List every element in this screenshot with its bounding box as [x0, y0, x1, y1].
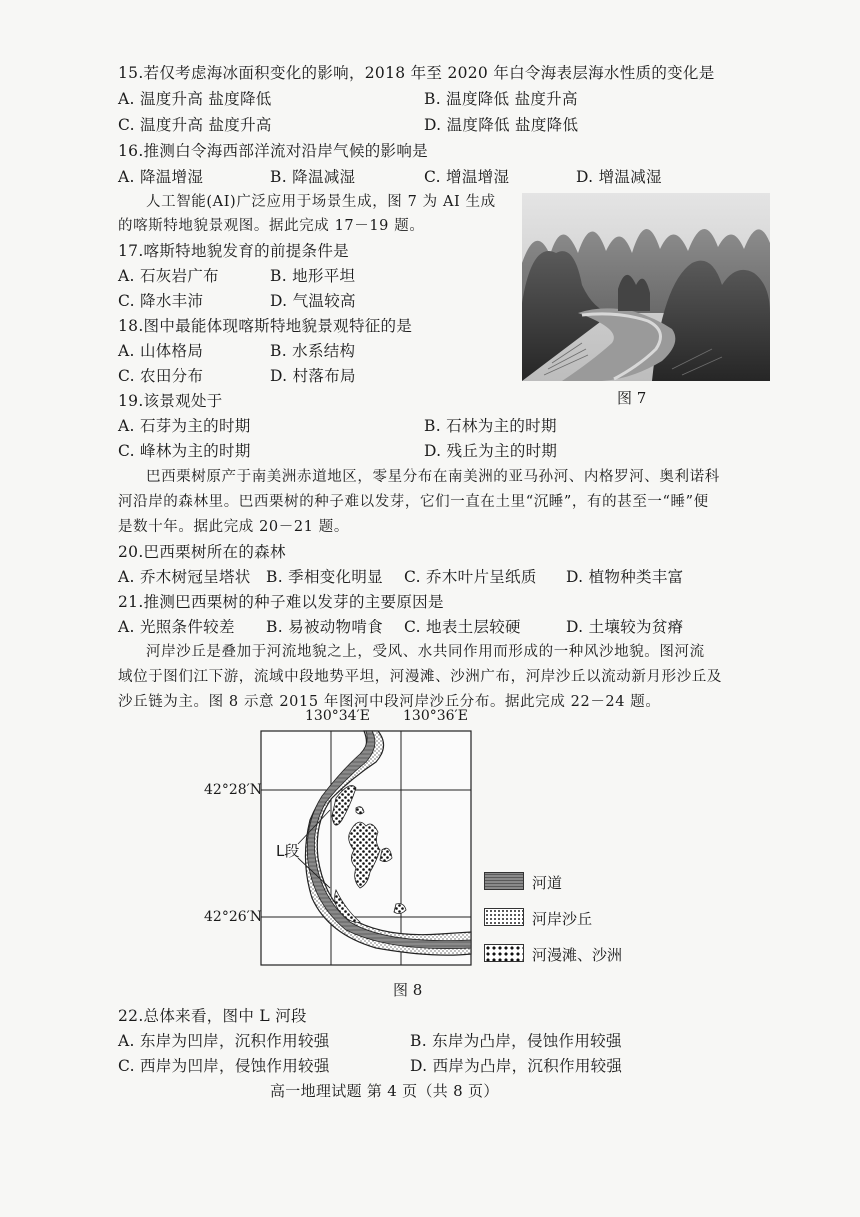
q19-option-c: C. 峰林为主的时期	[118, 442, 251, 460]
q17-option-c: C. 降水丰沛	[118, 292, 204, 310]
q16-option-a: A. 降温增湿	[118, 168, 204, 186]
intro20-line2: 河沿岸的森林里。巴西栗树的种子难以发芽，它们一直在土里“沉睡”，有的甚至一“睡”便	[118, 494, 709, 510]
q18-option-c: C. 农田分布	[118, 367, 204, 385]
q16-option-b: B. 降温减湿	[270, 168, 356, 186]
q19-stem: 19.该景观处于	[118, 392, 223, 410]
legend-floodplain-swatch	[484, 944, 524, 962]
q22-option-a: A. 东岸为凹岸，沉积作用较强	[118, 1032, 330, 1050]
q18-option-a: A. 山体格局	[118, 342, 204, 360]
q18-stem: 18.图中最能体现喀斯特地貌景观特征的是	[118, 317, 413, 335]
q22-option-c: C. 西岸为凹岸，侵蚀作用较强	[118, 1057, 330, 1075]
q16-option-d: D. 增温减湿	[576, 168, 662, 186]
q15-option-d: D. 温度降低 盐度降低	[424, 116, 579, 134]
q21-option-b: B. 易被动物啃食	[266, 618, 383, 636]
legend-dune-swatch	[484, 908, 524, 926]
legend-channel-swatch	[484, 872, 524, 890]
lat-label-2: 42°26′N	[204, 909, 263, 925]
q17-option-b: B. 地形平坦	[270, 267, 356, 285]
page-footer: 高一地理试题 第 4 页（共 8 页）	[270, 1082, 499, 1100]
q17-stem: 17.喀斯特地貌发育的前提条件是	[118, 242, 349, 260]
q20-option-b: B. 季相变化明显	[266, 568, 383, 586]
q22-option-b: B. 东岸为凸岸，侵蚀作用较强	[410, 1032, 622, 1050]
q19-option-a: A. 石芽为主的时期	[118, 417, 251, 435]
q18-option-d: D. 村落布局	[270, 367, 356, 385]
legend-dune-label: 河岸沙丘	[532, 910, 593, 928]
intro17-line2: 的喀斯特地貌景观图。据此完成 17－19 题。	[118, 218, 425, 234]
q15-stem: 15.若仅考虑海冰面积变化的影响，2018 年至 2020 年白令海表层海水性质的变化是	[118, 64, 715, 82]
q20-stem: 20.巴西栗树所在的森林	[118, 543, 286, 561]
q19-option-d: D. 残丘为主的时期	[424, 442, 558, 460]
fig7-caption: 图 7	[617, 389, 647, 407]
legend-floodplain-label: 河漫滩、沙洲	[532, 946, 623, 964]
intro22-line2: 域位于图们江下游，流域中段地势平坦，河漫滩、沙洲广布，河岸沙丘以流动新月形沙丘及	[118, 669, 722, 685]
q19-option-b: B. 石林为主的时期	[424, 417, 557, 435]
q22-option-d: D. 西岸为凸岸，沉积作用较强	[410, 1057, 623, 1075]
lon-label-1: 130°34′E	[305, 708, 370, 724]
lat-label-1: 42°28′N	[204, 782, 263, 798]
q20-option-c: C. 乔木叶片呈纸质	[404, 568, 537, 586]
intro22-line1: 河岸沙丘是叠加于河流地貌之上，受风、水共同作用而形成的一种风沙地貌。图河流	[146, 644, 705, 660]
q15-option-b: B. 温度降低 盐度升高	[424, 90, 578, 108]
q17-option-a: A. 石灰岩广布	[118, 267, 219, 285]
q21-stem: 21.推测巴西栗树的种子难以发芽的主要原因是	[118, 593, 444, 611]
intro20-line3: 是数十年。据此完成 20－21 题。	[118, 519, 349, 535]
legend-channel-label: 河道	[532, 874, 563, 892]
river-dune-map	[200, 708, 660, 984]
q21-option-c: C. 地表土层较硬	[404, 618, 521, 636]
q15-option-c: C. 温度升高 盐度升高	[118, 116, 272, 134]
karst-landscape-image	[522, 193, 770, 381]
q22-stem: 22.总体来看，图中 L 河段	[118, 1007, 307, 1025]
q20-option-a: A. 乔木树冠呈塔状	[118, 568, 251, 586]
q17-option-d: D. 气温较高	[270, 292, 356, 310]
segment-l-label: L段	[276, 842, 300, 860]
lon-label-2: 130°36′E	[403, 708, 468, 724]
q20-option-d: D. 植物种类丰富	[566, 568, 684, 586]
intro20-line1: 巴西栗树原产于南美洲赤道地区，零星分布在南美洲的亚马孙河、内格罗河、奥利诺科	[146, 469, 720, 485]
q21-option-d: D. 土壤较为贫瘠	[566, 618, 684, 636]
q21-option-a: A. 光照条件较差	[118, 618, 235, 636]
q16-stem: 16.推测白令海西部洋流对沿岸气候的影响是	[118, 142, 428, 160]
q18-option-b: B. 水系结构	[270, 342, 356, 360]
intro22-line3: 沙丘链为主。图 8 示意 2015 年图河中段河岸沙丘分布。据此完成 22－24 题。	[118, 694, 661, 710]
q15-option-a: A. 温度升高 盐度降低	[118, 90, 272, 108]
intro17-line1: 人工智能(AI)广泛应用于场景生成，图 7 为 AI 生成	[146, 194, 496, 210]
fig8-caption: 图 8	[393, 981, 423, 999]
q16-option-c: C. 增温增湿	[424, 168, 510, 186]
